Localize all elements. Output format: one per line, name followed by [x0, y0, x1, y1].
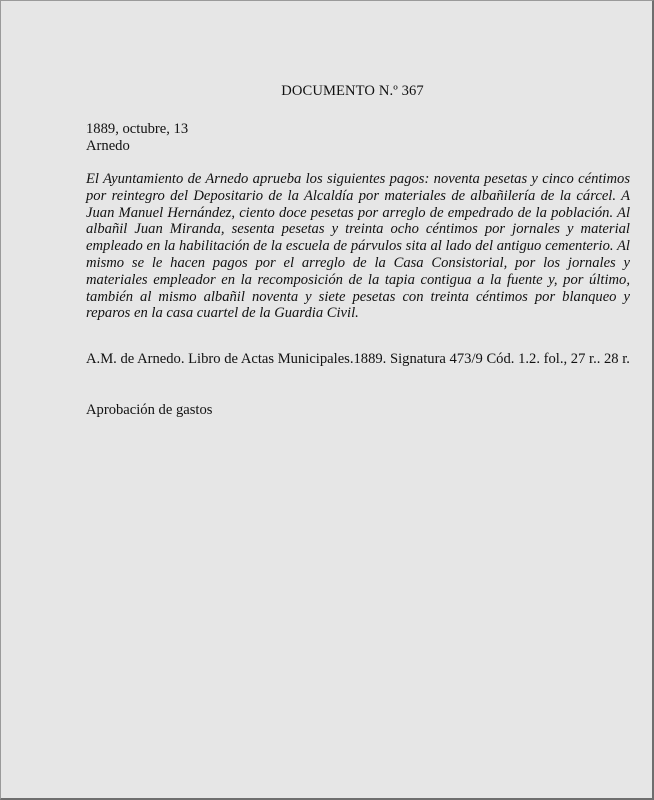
document-subject: Aprobación de gastos [86, 402, 213, 418]
document-date: 1889, octubre, 13 [86, 121, 189, 137]
document-header-info [86, 121, 188, 155]
document-title: DOCUMENTO N.º 367 [281, 83, 424, 99]
document-place: Arnedo [86, 138, 130, 154]
archive-reference: A.M. de Arnedo. Libro de Actas Municipales.1889. Signatura 473/9 Cód. 1.2. fol., 27 r.. 28 r. [86, 351, 630, 367]
document-summary: El Ayuntamiento de Arnedo aprueba los siguientes pagos: noventa pesetas y cinco céntimos por reintegro del Depositario de la Alcaldía por materiales de albañilería de la cárcel. A Juan Manuel Hernández, ciento doce pesetas por arreglo de empedrado de la población. Al albañil Juan Miranda, sesenta pesetas y treinta ocho céntimos por jornales y material empleado en la habilitación de la escuela de párvulos sita al lado del antiguo cementerio. Al mismo se le hacen pagos por el arreglo de la Casa Consistorial, por los jornales y materiales empleador en la recomposición de la tapia contigua a la fuente y, por último, también al mismo albañil noventa y siete pesetas con treinta céntimos por blanqueo y reparos en la casa cuartel de la Guardia Civil. [86, 171, 630, 322]
